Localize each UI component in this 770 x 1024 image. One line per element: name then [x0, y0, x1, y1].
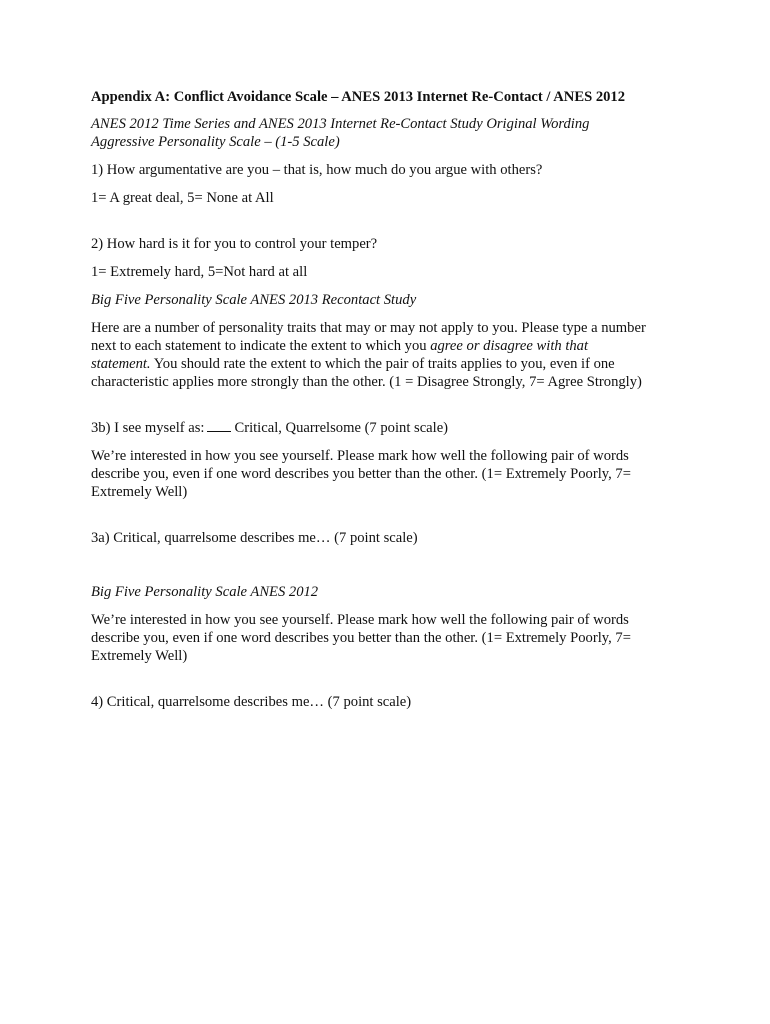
question-1-scale: 1= A great deal, 5= None at All	[91, 190, 274, 206]
document-body	[91, 88, 651, 721]
question-1: 1) How argumentative are you – that is, how much do you argue with others?	[91, 162, 543, 178]
question-2-scale: 1= Extremely hard, 5=Not hard at all	[91, 264, 308, 280]
question-4: 4) Critical, quarrelsome describes me… (7 point scale)	[91, 694, 412, 710]
interest-paragraph-2012: We’re interested in how you see yourself. Please mark how well the following pair of words describe you, even if one word describes you better than the other. (1= Extremely Poorly, 7= Extremely Well)	[91, 612, 631, 664]
question-3b-suffix: Critical, Quarrelsome (7 point scale)	[234, 420, 449, 436]
answer-blank	[207, 419, 231, 432]
study-subtitle-line1: ANES 2012 Time Series and ANES 2013 Internet Re-Contact Study Original Wording	[91, 116, 590, 132]
question-2: 2) How hard is it for you to control your temper?	[91, 236, 378, 252]
question-3b	[91, 419, 651, 437]
big-five-2012-title: Big Five Personality Scale ANES 2012	[91, 584, 319, 600]
study-subtitle-line2: Aggressive Personality Scale – (1-5 Scale)	[91, 134, 340, 150]
big-five-2013-title: Big Five Personality Scale ANES 2013 Recontact Study	[91, 292, 417, 308]
interest-paragraph-2013: We’re interested in how you see yourself. Please mark how well the following pair of words describe you, even if one word describes you better than the other. (1= Extremely Poorly, 7= Extremely Well)	[91, 448, 631, 500]
intro-text-a: Here are a number of personality traits that may or may not apply to you. Please type a number next to each statement to indicate the extent to which you	[91, 320, 646, 354]
study-subtitle	[91, 115, 651, 151]
question-3b-prefix: 3b) I see myself as:	[91, 420, 205, 436]
appendix-heading: Appendix A: Conflict Avoidance Scale – ANES 2013 Internet Re-Contact / ANES 2012	[91, 89, 626, 105]
intro-text-b: You should rate the extent to which the pair of traits applies to you, even if one characteristic applies more strongly than the other. (1 = Disagree Strongly, 7= Agree Strongly)	[91, 356, 642, 390]
intro-text-emphasis: agree or disagree with that statement.	[91, 338, 589, 372]
big-five-2013-intro	[91, 319, 651, 391]
question-3a: 3a) Critical, quarrelsome describes me… (7 point scale)	[91, 530, 418, 546]
